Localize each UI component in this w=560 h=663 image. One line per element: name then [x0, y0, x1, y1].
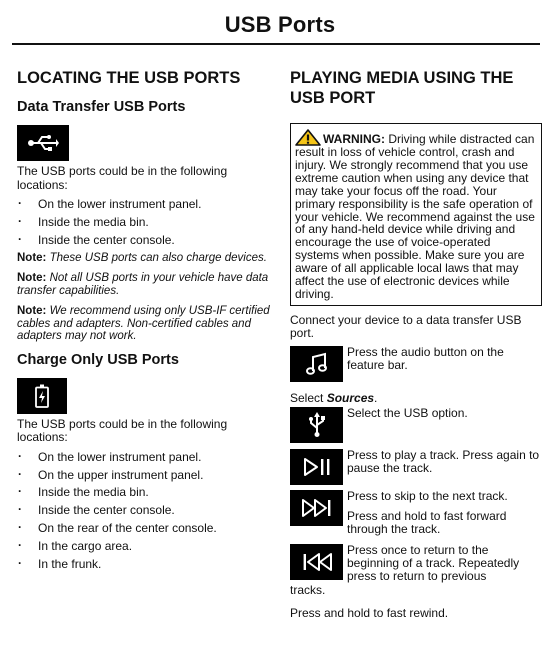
list-item: · On the lower instrument panel.: [17, 198, 275, 212]
charge-only-locations: [17, 451, 275, 572]
select-sources-text: [290, 392, 542, 406]
select-prefix: Select: [290, 390, 327, 405]
usb-option-step: [290, 407, 542, 443]
note-certified-cables: [17, 305, 275, 343]
data-transfer-intro: The USB ports could be in the following locations:: [17, 164, 228, 192]
list-item: · On the upper instrument panel.: [17, 469, 275, 483]
left-column: [17, 68, 275, 576]
charge-only-heading: Charge Only USB Ports: [17, 351, 179, 368]
list-item: · On the rear of the center console.: [17, 522, 275, 536]
connect-instruction: Connect your device to a data transfer USB port.: [290, 312, 522, 341]
list-item: · In the cargo area.: [17, 540, 275, 554]
audio-step: [290, 346, 542, 382]
skip-step: [290, 490, 542, 536]
list-item: · On the lower instrument panel.: [17, 451, 275, 465]
usb-icon: [17, 125, 69, 161]
previous-step: [290, 544, 542, 583]
warning-box: [290, 123, 542, 306]
locating-usb-heading: LOCATING THE USB PORTS: [17, 69, 241, 87]
note-text: We recommend using only USB-IF certified cables and adapters. Non-certified cables and adapters may not work.: [17, 305, 270, 343]
warning-triangle-icon: [295, 129, 321, 146]
list-item: · Inside the media bin.: [17, 216, 275, 230]
data-transfer-locations: [17, 198, 275, 247]
note-label: Note:: [17, 272, 47, 285]
note-label: Note:: [17, 251, 47, 264]
note-text: These USB ports can also charge devices.: [49, 251, 267, 264]
fast-forward-text: Press and hold to fast forward through the track.: [347, 509, 507, 537]
skip-text-group: [347, 490, 542, 536]
right-column: [290, 68, 542, 620]
note-charge-devices: [17, 252, 275, 265]
data-transfer-heading: Data Transfer USB Ports: [17, 99, 186, 115]
skip-previous-icon: [290, 544, 343, 580]
music-note-icon: [290, 346, 343, 382]
audio-button-text: Press the audio button on the feature bar.: [347, 344, 504, 372]
skip-text: Press to skip to the next track.: [347, 489, 508, 504]
note-text: Not all USB ports in your vehicle have data transfer capabilities.: [17, 272, 269, 297]
title-divider: [12, 43, 540, 45]
usb-option-text: Select the USB option.: [347, 406, 468, 421]
note-label: Note:: [17, 305, 47, 318]
rewind-text: Press and hold to fast rewind.: [290, 605, 449, 620]
warning-text: Driving while distracted can result in loss of vehicle control, crash and injury. We strongly recommend that you use extreme caution when using any device that may take your focus off the road. Your primary responsibility is the safe operation of your vehicle. We recommend against the use of any hand-held device while driving and encourage the use of voice-operated systems when possible. Make sure you are aware of all applicable local laws that may affect the use of electronic devices while driving.: [295, 132, 535, 301]
skip-next-icon: [290, 490, 343, 526]
page-title: USB Ports: [224, 12, 336, 37]
list-item: · In the frunk.: [17, 558, 275, 572]
sources-word: Sources: [326, 390, 375, 405]
charge-only-intro: The USB ports could be in the following locations:: [17, 416, 228, 445]
list-item: · Inside the center console.: [17, 504, 275, 518]
playing-media-heading: PLAYING MEDIA USING THE USB PORT: [290, 69, 514, 107]
list-item: · Inside the media bin.: [17, 486, 275, 500]
warning-label: WARNING:: [323, 132, 385, 146]
usb-trident-icon: [290, 407, 343, 443]
play-pause-icon: [290, 449, 343, 485]
play-pause-step: [290, 449, 542, 485]
select-suffix: .: [374, 390, 378, 405]
previous-text: Press once to return to the beginning of a track. Repeatedly press to return to previous: [347, 543, 520, 584]
list-item: · Inside the center console.: [17, 234, 275, 248]
battery-charge-icon: [17, 378, 67, 414]
note-data-capabilities: [17, 272, 275, 297]
play-pause-text: Press to play a track. Press again to pause the track.: [347, 448, 540, 476]
previous-text-tail: tracks.: [290, 583, 326, 598]
